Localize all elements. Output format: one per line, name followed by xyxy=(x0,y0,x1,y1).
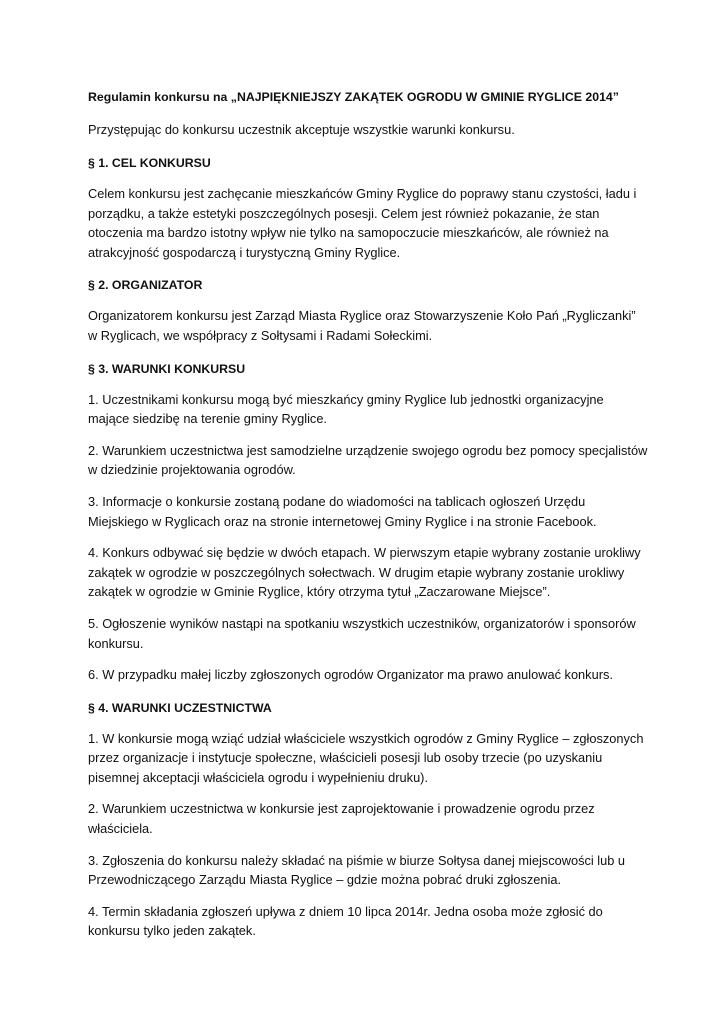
section-paragraph: 4. Konkurs odbywać się będzie w dwóch etapach. W pierwszym etapie wybrany zostanie urokliwy zakątek w ogrodzie w poszczególnych sołectwach. W drugim etapie wybrany zostanie urokliwy zakątek w ogrodzie w Gminie Ryglice, który otrzyma tytuł „Zaczarowane Miejsce”. xyxy=(88,545,641,600)
section-warunki-konkursu xyxy=(88,360,648,685)
section-heading: § 2. ORGANIZATOR xyxy=(88,278,203,293)
section-warunki-uczestnictwa xyxy=(88,699,648,941)
section-heading: § 3. WARUNKI KONKURSU xyxy=(88,361,246,376)
section-paragraph: 6. W przypadku małej liczby zgłoszonych ogrodów Organizator ma prawo anulować konkurs. xyxy=(88,667,613,683)
intro-paragraph: Przystępując do konkursu uczestnik akceptuje wszystkie warunki konkursu. xyxy=(88,122,515,137)
section-paragraph: 3. Informacje o konkursie zostaną podane do wiadomości na tablicach ogłoszeń Urzędu Miejskiego w Ryglicach oraz na stronie internetowej Gminy Ryglice i na stronie Facebook. xyxy=(88,493,597,529)
section-paragraph: 2. Warunkiem uczestnictwa jest samodzielne urządzenie swojego ogrodu bez pomocy specjalistów w dziedzinie projektowania ogrodów. xyxy=(88,442,648,478)
section-paragraph: 5. Ogłoszenie wyników nastąpi na spotkaniu wszystkich uczestników, organizatorów i sponsorów konkursu. xyxy=(88,615,636,651)
section-paragraph: 1. W konkursie mogą wziąć udział właściciele wszystkich ogrodów z Gminy Ryglice – zgłoszonych przez organizacje i instytucje społeczne, właścicieli posesji lub osoby trzecie (po uzyskaniu pisemnej akceptacji właściciela ogrodu i wypełnieniu druku). xyxy=(88,730,644,785)
section-paragraph: 4. Termin składania zgłoszeń upływa z dniem 10 lipca 2014r. Jedna osoba może zgłosić do konkursu tylko jeden zakątek. xyxy=(88,903,603,939)
section-paragraph: 3. Zgłoszenia do konkursu należy składać na piśmie w biurze Sołtysa danej miejscowości lub u Przewodniczącego Zarządu Miasta Ryglice – gdzie można pobrać druki zgłoszenia. xyxy=(88,852,626,888)
section-cel-konkursu xyxy=(88,154,648,262)
section-heading: § 1. CEL KONKURSU xyxy=(88,156,211,170)
section-organizator xyxy=(88,276,648,345)
section-paragraph: Organizatorem konkursu jest Zarząd Miasta Ryglice oraz Stowarzyszenie Koło Pań „Rygliczanki” w Ryglicach, we współpracy z Sołtysami i Radami Sołeckimi. xyxy=(88,308,636,343)
section-paragraph: Celem konkursu jest zachęcanie mieszkańców Gminy Ryglice do poprawy stanu czystości, ładu i porządku, a także estetyki poszczególnych posesji. Celem jest również pokazanie, że stan otoczenia ma bardzo istotny wpływ nie tylko na samopoczucie mieszkańców, ale również na atrakcyjność gospodarczą i turystyczną Gminy Ryglice. xyxy=(88,186,637,260)
document-title: Regulamin konkursu na „NAJPIĘKNIEJSZY ZAKĄTEK OGRODU W GMINIE RYGLICE 2014” xyxy=(88,90,619,104)
section-paragraph: 2. Warunkiem uczestnictwa w konkursie jest zaprojektowanie i prowadzenie ogrodu przez właściciela. xyxy=(88,801,595,837)
section-paragraph: 1. Uczestnikami konkursu mogą być mieszkańcy gminy Ryglice lub jednostki organizacyjne mające siedzibę na terenie gminy Ryglice. xyxy=(88,391,604,427)
section-heading: § 4. WARUNKI UCZESTNICTWA xyxy=(88,700,272,715)
document-page xyxy=(88,88,648,941)
